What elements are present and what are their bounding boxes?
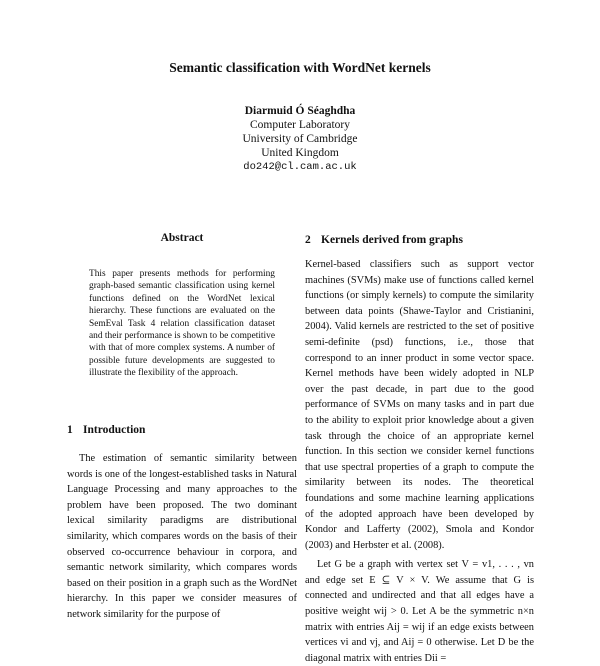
paper-title: Semantic classification with WordNet kernels <box>169 60 431 75</box>
paragraph: The estimation of semantic similarity between words is one of the longest-established tasks in Natural Language Processing and many approaches to the problem have been proposed. The two dominant lexical similarity paradigms are distributional similarity, which compares words on the basis of their observed co-occurrence behaviour in corpora, and semantic network similarity, which compares words based on their position in a graph such as the WordNet hierarchy. In this paper we consider measures of network similarity for the purpose of <box>67 453 297 620</box>
introduction-text <box>67 451 297 623</box>
paragraph: Let G be a graph with vertex set V = v1, . . . , vn and edge set E ⊆ V × V. We assume that G is connected and undirected and that all edges have a positive weight wij > 0. Let A be the symmetric n×n matrix with entries Aij = wij if an edge exists between vertices vi and vj, and Aij = 0 otherwise. Let D be the diagonal matrix with entries Dii = <box>305 559 534 664</box>
paragraph: Kernel-based classifiers such as support vector machines (SVMs) make use of functions called kernel functions (or simply kernels) to compute the similarity between data points (Shawe-Taylor and Cristianini, 2004). Valid kernels are restricted to the set of positive semi-definite (psd) functions, i.e., those that correspond to an inner product in some vector space. Kernel methods have been widely adopted in NLP over the past decade, in part due to the good performance of SVMs on many tasks and in part due to the ability to exploit prior knowledge about a given task through the choice of an appropriate kernel function. In this section we consider kernel functions that use spectral properties of a graph to compute the similarity between its nodes. The theoretical foundations and some machine learning applications of the adopted approach have been developed by Kondor and Lafferty (2002), Smola and Kondor (2003) and Herbster et al. (2008). <box>305 259 534 551</box>
abstract-heading: Abstract <box>160 232 204 244</box>
author-email: do242@cl.cam.ac.uk <box>243 161 357 173</box>
affiliation-line-1: Computer Laboratory <box>250 119 350 131</box>
kernels-text <box>305 257 534 666</box>
section-title: Introduction <box>83 424 146 436</box>
author-name: Diarmuid Ó Séaghdha <box>244 105 356 117</box>
author-block <box>0 104 600 174</box>
abstract-text: This paper presents methods for performing graph-based semantic classification using kernel functions defined on the WordNet lexical hierarchy. These functions are evaluated on the SemEval Task 4 relation classification dataset and their performance is shown to be competitive with that of more complex systems. A number of possible future developments are suggested to illustrate the flexibility of the approach. <box>89 269 275 379</box>
section-number: 2 <box>305 234 311 246</box>
section-heading-kernels <box>305 234 463 246</box>
affiliation-line-2: University of Cambridge <box>242 133 358 145</box>
section-number: 1 <box>67 424 73 436</box>
section-heading-introduction <box>67 424 145 436</box>
affiliation-line-3: United Kingdom <box>261 147 339 159</box>
section-title: Kernels derived from graphs <box>321 234 463 246</box>
